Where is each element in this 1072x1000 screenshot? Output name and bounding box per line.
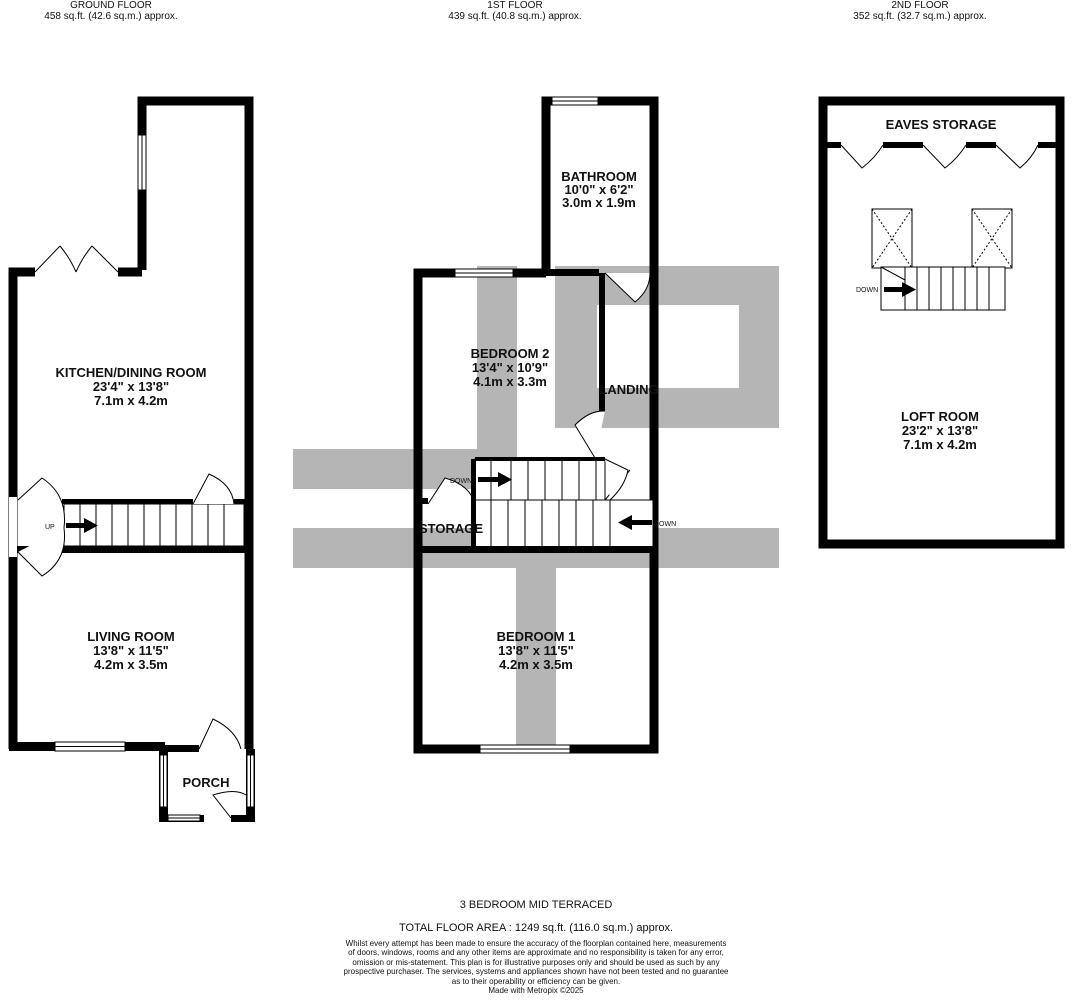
second-floor-name: 2ND FLOOR (891, 0, 949, 11)
disclaimer-line: as to their operability or efficiency can be given. (451, 976, 621, 986)
first-floor-name: 1ST FLOOR (487, 0, 543, 11)
property-type: 3 BEDROOM MID TERRACED (459, 899, 613, 911)
eaves-storage-name: EAVES STORAGE (885, 117, 997, 132)
bathroom-imperial: 10'0" x 6'2" (564, 182, 634, 197)
front-door-swing (199, 719, 241, 749)
eaves-partition (827, 142, 1056, 148)
kitchen-metric: 7.1m x 4.2m (94, 393, 168, 408)
landing-name: LANDING (599, 382, 659, 397)
bathroom-name: BATHROOM (561, 169, 637, 184)
disclaimer-line: omission or mis-statement. This plan is for illustrative purposes only and should be used as such by any (352, 957, 720, 967)
landing-door-swing (605, 459, 628, 500)
kitchen-door-swing (193, 474, 234, 504)
storage-name: STORAGE (418, 521, 484, 536)
bathroom-metric: 3.0m x 1.9m (562, 195, 636, 210)
kitchen-imperial: 23'4" x 13'8" (92, 379, 170, 394)
living-room-name: LIVING ROOM (87, 629, 175, 644)
storage-partition (418, 498, 428, 504)
total-floor-area: TOTAL FLOOR AREA : 1249 sq.ft. (116.0 sq.m.) approx. (398, 922, 674, 934)
stairs-down-label-lower: DOWN (654, 521, 677, 528)
living-room-imperial: 13'8" x 11'5" (93, 643, 169, 658)
loft-room-name: LOFT ROOM (901, 409, 979, 424)
loft-room-metric: 7.1m x 4.2m (903, 437, 977, 452)
loft-outer-walls (823, 101, 1060, 544)
eaves-doors (841, 145, 1038, 168)
bedroom2-metric: 4.1m x 3.3m (473, 374, 547, 389)
disclaimer-line: of doors, windows, rooms and any other items are approximate and no responsibility is taken for any error, (348, 948, 724, 958)
second-floor-plan (823, 101, 1060, 544)
kitchen-name: KITCHEN/DINING ROOM (55, 365, 207, 380)
second-floor-area: 352 sq.ft. (32.7 sq.m.) approx. (853, 11, 987, 22)
loft-stairs-down-label: DOWN (856, 287, 879, 294)
stairs-down-label-upper: DOWN (450, 478, 473, 485)
porch-door-swing (213, 792, 246, 819)
loft-room-imperial: 23'2" x 13'8" (901, 423, 979, 438)
bedroom2-name: BEDROOM 2 (470, 346, 550, 361)
stairs-top-rail (475, 457, 605, 461)
bedroom1-metric: 4.2m x 3.5m (499, 657, 573, 672)
bathroom-partition (542, 269, 599, 276)
porch-name: PORCH (182, 775, 230, 790)
living-room-walls (9, 742, 165, 751)
disclaimer-line: Whilst every attempt has been made to ensure the accuracy of the floorplan contained here, measurements (345, 939, 727, 948)
velux-windows (872, 209, 1012, 268)
bedroom2-imperial: 13'4" x 10'9" (471, 360, 549, 375)
bedroom1-name: BEDROOM 1 (496, 629, 576, 644)
french-doors (35, 246, 118, 272)
ground-floor-area: 458 sq.ft. (42.6 sq.m.) approx. (44, 11, 178, 22)
first-floor-area: 439 sq.ft. (40.8 sq.m.) approx. (448, 11, 582, 22)
bedroom1-partition (418, 546, 654, 553)
ground-floor-plan (9, 101, 255, 822)
made-with-credit: Made with Metropix ©2025 (488, 986, 584, 996)
disclaimer (0, 939, 1072, 995)
ground-floor-name: GROUND FLOOR (70, 0, 152, 11)
disclaimer-line: prospective purchaser. The services, systems and appliances shown have not been tested and no guarantee (343, 967, 729, 977)
bedroom1-imperial: 13'8" x 11'5" (498, 643, 574, 658)
living-room-metric: 4.2m x 3.5m (94, 657, 168, 672)
stairs-up-label: UP (45, 524, 55, 531)
